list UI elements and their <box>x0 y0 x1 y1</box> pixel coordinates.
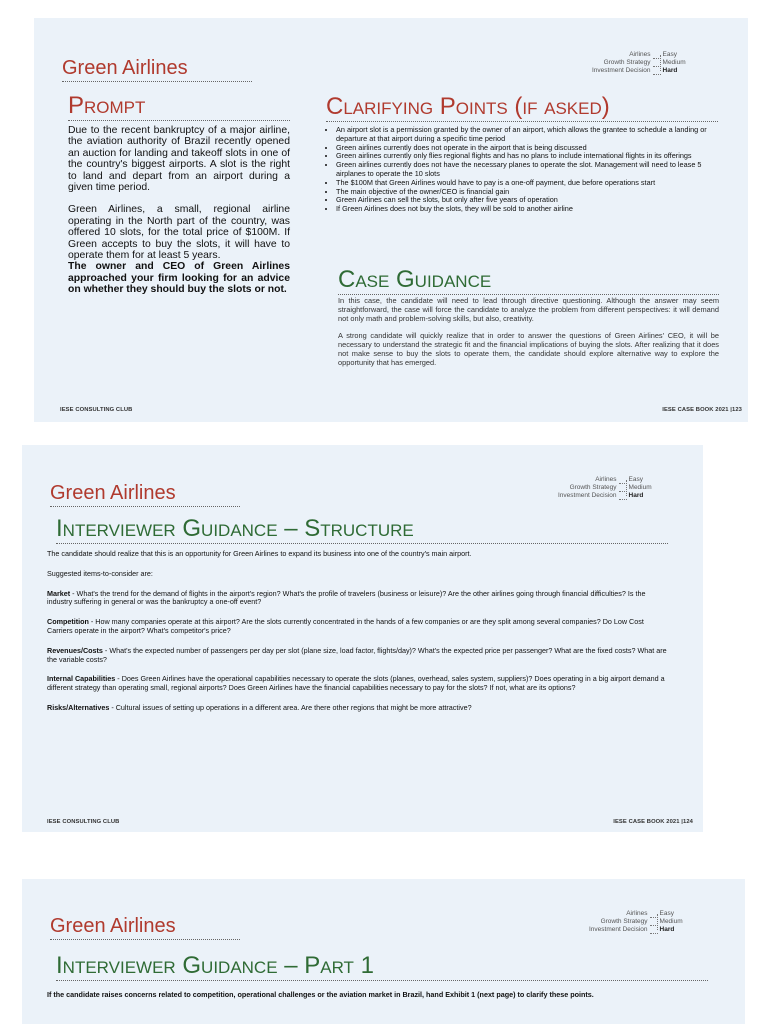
rating-level-easy: Easy <box>662 51 677 58</box>
rating-label-growth: Growth Strategy <box>569 484 617 491</box>
slide-part-1 <box>22 879 745 1024</box>
rating-connector <box>653 51 661 75</box>
prompt-paragraph-2: Green Airlines, a small, regional airline operating in the North part of the country, was offered 10 slots, for the total price of $100M. If Green accepts to buy the slots, it will have to operate them for at least 5 years. <box>68 204 290 262</box>
footer-club: IESE CONSULTING CLUB <box>47 819 120 825</box>
structure-item-internal-capabilities: Internal Capabilities - Does Green Airlines have the operational capabilities necessary to operate the slots (planes, overhead, sales system, suppliers)? Does operating in a big airport demand a different strategy than operating small, regional airports? Does Green Airlines have the financial capabilities necessary to pay for the slots? If not, what are its options? <box>47 674 665 693</box>
prompt-text <box>68 125 290 296</box>
rating-label-airlines: Airlines <box>595 476 617 483</box>
prompt-paragraph-1: Due to the recent bankruptcy of a major airline, the aviation authority of Brazil recently opened an auction for landing and takeoff slots in one of the country's biggest airports. A slot is the right to land and depart from an airport during a given time period. <box>68 125 290 194</box>
part-1-text: If the candidate raises concerns related to competition, operational challenges or the aviation market in Brazil, hand Exhibit 1 (next page) to clarify these points. <box>47 990 594 999</box>
clarifying-points-list <box>326 126 728 214</box>
rating-level-medium: Medium <box>659 918 683 925</box>
structure-item-revenues-costs: Revenues/Costs - What's the expected number of passengers per day per slot (plane size, load factor, flights/day)? What's the expected price per passenger? What are the fixed costs? What are the variable costs? <box>47 645 667 664</box>
list-item: • The main objective of the owner/CEO is financial gain <box>336 188 728 197</box>
rating-level-hard: Hard <box>662 67 678 74</box>
list-item: • If Green Airlines does not buy the slots, they will be sold to another airline <box>336 205 728 214</box>
list-item: • The $100M that Green Airlines would have to pay is a one-off payment, due before operations start <box>336 179 728 188</box>
slide-124 <box>22 445 703 832</box>
rating-label-investment: Investment Decision <box>558 492 617 499</box>
rating-label-investment: Investment Decision <box>592 67 651 74</box>
prompt-heading: Prompt <box>68 94 290 121</box>
list-item: • Green airlines currently does not operate in the airport that is being discussed <box>336 144 728 153</box>
structure-item-competition: Competition - How many companies operate at this airport? Are the slots currently concentrated in the hands of a few companies or are they split among several companies? Do Low Cost Carriers operate in the airport? What's competitor's price? <box>47 617 644 635</box>
case-guidance-heading: Case Guidance <box>338 268 719 295</box>
company-name: Green Airlines <box>50 483 240 507</box>
rating-level-easy: Easy <box>628 476 643 483</box>
footer-page: IESE CASE BOOK 2021 |124 <box>613 819 693 825</box>
rating-level-easy: Easy <box>659 910 674 917</box>
footer-page: IESE CASE BOOK 2021 |123 <box>662 407 742 413</box>
prompt-bold-question: The owner and CEO of Green Airlines approached your firm looking for an advice on whether they should buy the slots or not. <box>68 261 290 296</box>
list-item: • Green Airlines can sell the slots, but only after five years of operation <box>336 196 728 205</box>
company-name: Green Airlines <box>50 916 240 940</box>
rating-label-airlines: Airlines <box>629 51 651 58</box>
rating-label-airlines: Airlines <box>626 910 648 917</box>
rating-connector <box>650 910 658 934</box>
footer-club: IESE CONSULTING CLUB <box>60 407 133 413</box>
difficulty-rating <box>589 910 683 934</box>
rating-label-growth: Growth Strategy <box>603 59 651 66</box>
list-item: • Green airlines currently only flies regional flights and has no plans to include international flights in its offerings <box>336 152 728 161</box>
clarifying-points-heading: Clarifying Points (if asked) <box>326 95 718 122</box>
list-item: • Green airlines currently does not have the necessary planes to operate the slot. Management will need to lease 5 airplanes to operate the 10 slots <box>336 161 728 179</box>
structure-item-risks: Risks/Alternatives - Cultural issues of setting up operations in a different area. Are there other regions that might be more attractive? <box>47 702 472 712</box>
rating-level-medium: Medium <box>628 484 652 491</box>
structure-text <box>47 550 667 724</box>
rating-connector <box>619 476 627 500</box>
guidance-paragraph-1: In this case, the candidate will need to lead through directive questioning. Although the answer may seem straightforward, the case will force the candidate to analyze the problem from different perspectives: it will demand not only math and problem-solving skills, but also, creativity. <box>338 296 719 323</box>
difficulty-rating <box>558 476 652 500</box>
company-name: Green Airlines <box>62 58 252 82</box>
rating-label-investment: Investment Decision <box>589 926 648 933</box>
structure-intro: The candidate should realize that this is an opportunity for Green Airlines to expand its business into one of the country's main airport. <box>47 549 472 558</box>
structure-item-market: Market - What's the trend for the demand of flights in the airport's region? What's the profile of travelers (business or leisure)? Are the other airlines going through financial difficulties? Is the industry suffering in general or was the bankruptcy a one-off event? <box>47 588 646 607</box>
case-guidance-text <box>338 297 719 377</box>
slide-123 <box>34 18 748 422</box>
structure-heading: Interviewer Guidance – Structure <box>56 517 668 544</box>
list-item: • An airport slot is a permission granted by the owner of an airport, which allows the grantee to schedule a landing or departure at that airport during a specific time period <box>336 126 728 144</box>
guidance-paragraph-2: A strong candidate will quickly realize that in order to answer the questions of Green Airlines' CEO, it will be necessary to understand the strategic fit and the financial implications of buying the slots. After realizing that it does not make sense to buy the slots to operate them, the candidate should explore alternative way to explore the opportunity that has emerged. <box>338 331 719 367</box>
rating-label-growth: Growth Strategy <box>600 918 648 925</box>
structure-suggested: Suggested items-to-consider are: <box>47 568 153 578</box>
difficulty-rating <box>592 51 686 75</box>
rating-level-hard: Hard <box>628 492 644 499</box>
rating-level-hard: Hard <box>659 926 675 933</box>
part-1-heading: Interviewer Guidance – Part 1 <box>56 954 708 981</box>
rating-level-medium: Medium <box>662 59 686 66</box>
